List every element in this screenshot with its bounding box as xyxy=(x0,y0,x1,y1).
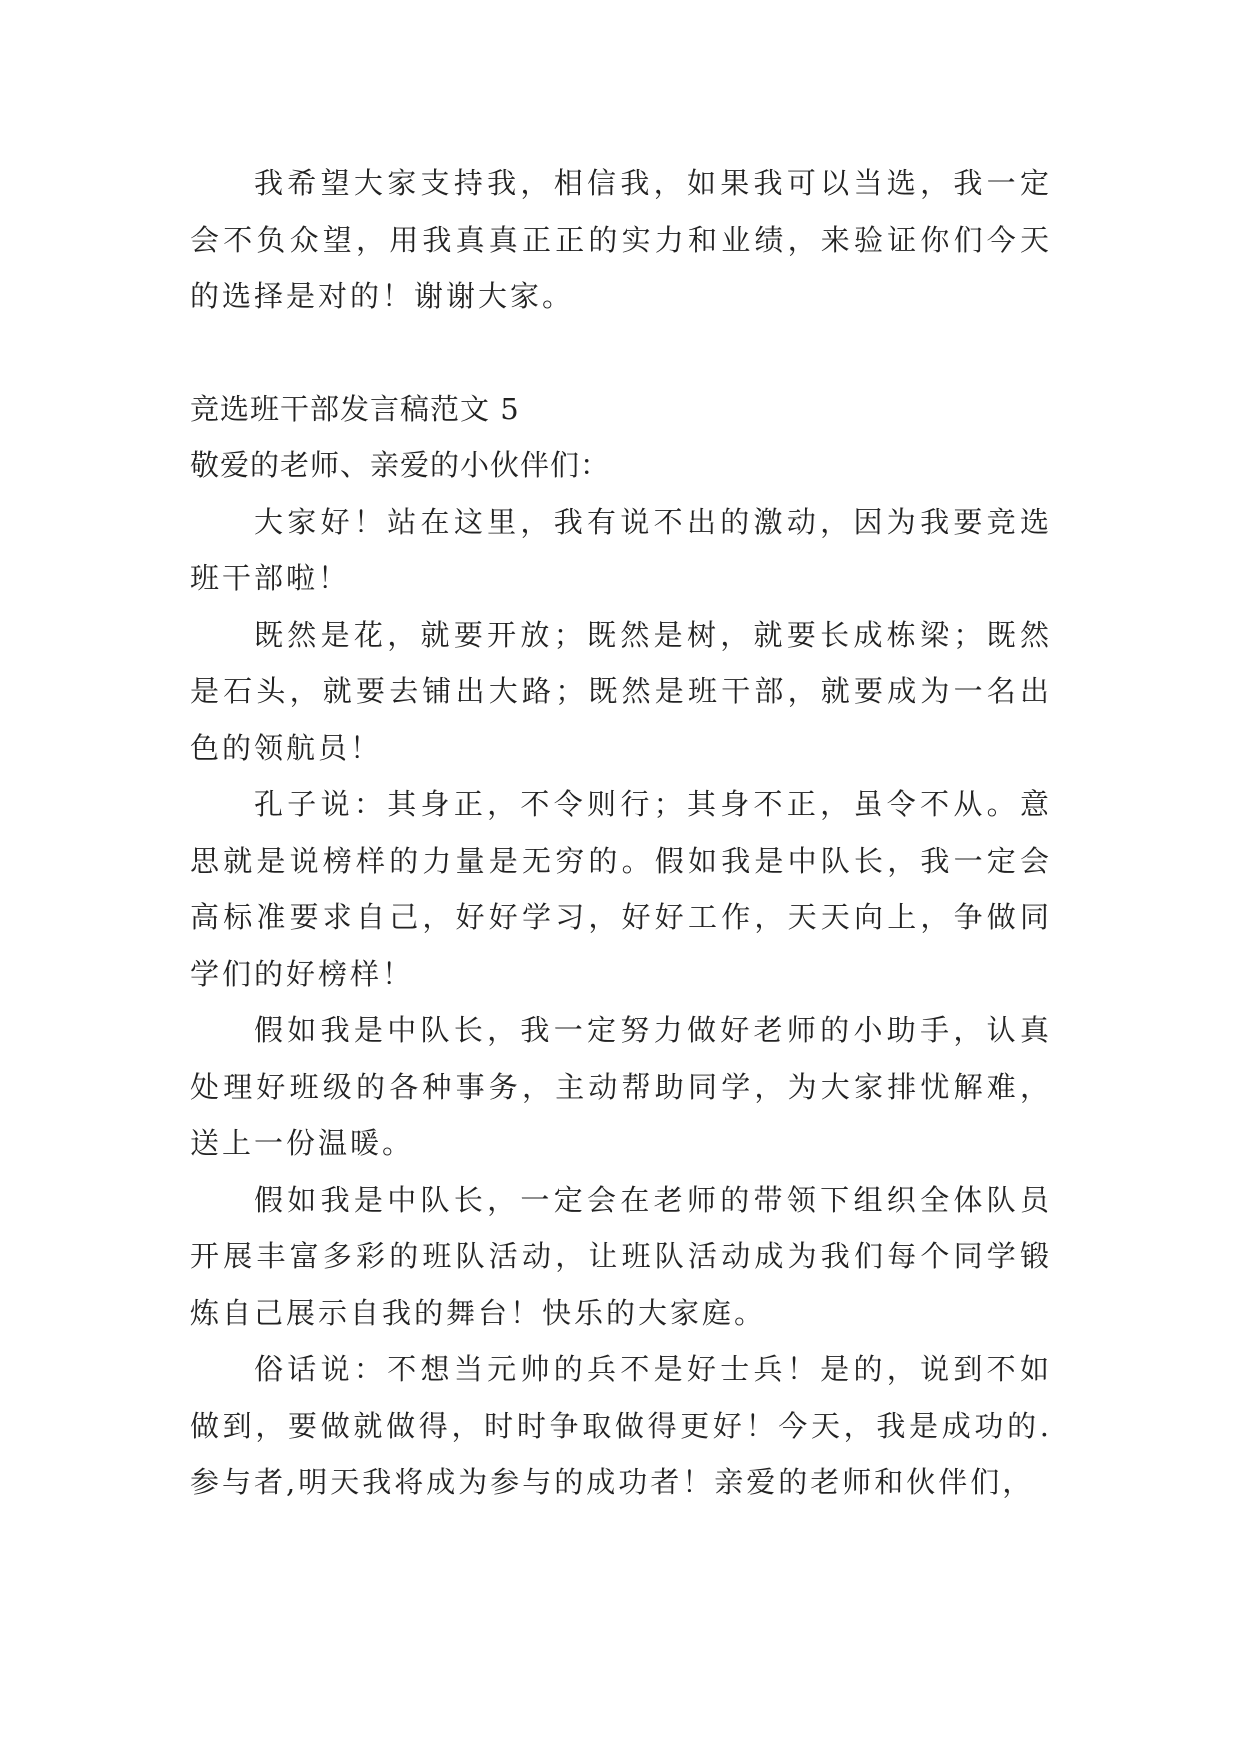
speech-paragraph-5: 假如我是中队长，一定会在老师的带领下组织全体队员开展丰富多彩的班队活动，让班队活动成为我们每个同学锻炼自己展示自我的舞台！快乐的大家庭。 xyxy=(190,1182,1052,1330)
speech-paragraph-6: 俗话说：不想当元帅的兵不是好士兵！是的，说到不如做到，要做就做得，时时争取做得更好！今天，我是成功的.参与者,明天我将成为参与的成功者！亲爱的老师和伙伴们， xyxy=(190,1352,1052,1499)
speech-paragraph-4: 假如我是中队长，我一定努力做好老师的小助手，认真处理好班级的各种事务，主动帮助同学，为大家排忧解难，送上一份温暖。 xyxy=(190,1013,1052,1160)
closing-paragraph: 我希望大家支持我，相信我，如果我可以当选，我一定会不负众望，用我真真正正的实力和业绩，来验证你们今天的选择是对的！谢谢大家。 xyxy=(190,166,1052,313)
speech-paragraph-2: 既然是花，就要开放；既然是树，就要长成栋梁；既然是石头，就要去铺出大路；既然是班干部，就要成为一名出色的领航员！ xyxy=(190,617,1052,765)
speech-greeting: 敬爱的老师、亲爱的小伙伴们： xyxy=(190,448,611,482)
section-spacer xyxy=(190,325,1052,381)
speech-paragraph-3: 孔子说：其身正，不令则行；其身不正，虽令不从。意思就是说榜样的力量是无穷的。假如我是中队长，我一定会高标准要求自己，好好学习，好好工作，天天向上，争做同学们的好榜样！ xyxy=(190,787,1052,991)
section-title: 竞选班干部发言稿范文 5 xyxy=(190,391,520,426)
speech-paragraph-1: 大家好！站在这里，我有说不出的激动，因为我要竞选班干部啦！ xyxy=(190,504,1052,595)
document-body xyxy=(190,155,1052,1511)
